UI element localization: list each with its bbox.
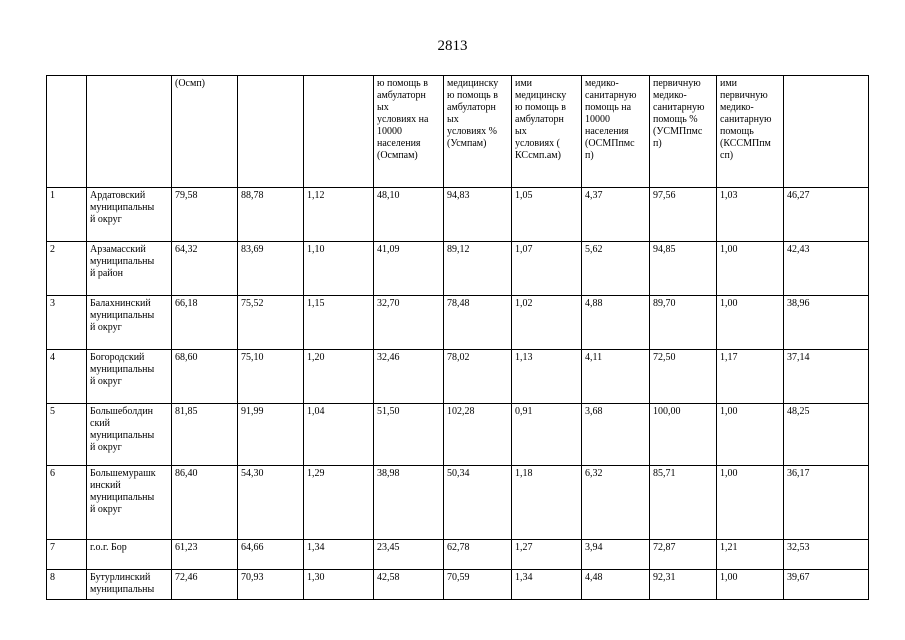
table-cell-0: 6 xyxy=(47,466,87,540)
table-cell-7: 1,05 xyxy=(512,188,582,242)
table-cell-2: 81,85 xyxy=(172,404,238,466)
table-cell-9: 72,50 xyxy=(650,350,717,404)
table-cell-2: 72,46 xyxy=(172,570,238,600)
header-cell-5: ю помощь в амбулаторн ых условиях на 10000 населения (Осмпам) xyxy=(374,76,444,188)
header-cell-6: медицинску ю помощь в амбулаторн ых условиях % (Усмпам) xyxy=(444,76,512,188)
table-cell-6: 70,59 xyxy=(444,570,512,600)
page-number: 2813 xyxy=(437,38,468,54)
table-cell-10: 1,00 xyxy=(717,466,784,540)
table-cell-2: 64,32 xyxy=(172,242,238,296)
table-cell-6: 102,28 xyxy=(444,404,512,466)
table-cell-10: 1,21 xyxy=(717,540,784,570)
table-cell-8: 6,32 xyxy=(582,466,650,540)
header-cell-4 xyxy=(304,76,374,188)
table-cell-2: 61,23 xyxy=(172,540,238,570)
table-cell-8: 4,11 xyxy=(582,350,650,404)
table-row xyxy=(47,296,869,350)
table-cell-11: 37,14 xyxy=(784,350,869,404)
table-cell-0: 4 xyxy=(47,350,87,404)
table-cell-3: 88,78 xyxy=(238,188,304,242)
table-cell-3: 75,10 xyxy=(238,350,304,404)
header-cell-9: первичную медико- санитарную помощь % (УСМПпмс п) xyxy=(650,76,717,188)
table-cell-4: 1,30 xyxy=(304,570,374,600)
table-cell-1: Бутурлинский муниципальны xyxy=(87,570,172,600)
table-cell-10: 1,00 xyxy=(717,242,784,296)
table-cell-1: Богородский муниципальны й округ xyxy=(87,350,172,404)
table-cell-8: 4,37 xyxy=(582,188,650,242)
table-cell-9: 97,56 xyxy=(650,188,717,242)
table-cell-7: 0,91 xyxy=(512,404,582,466)
table-cell-9: 94,85 xyxy=(650,242,717,296)
table-cell-1: Большеболдин ский муниципальны й округ xyxy=(87,404,172,466)
table-cell-9: 72,87 xyxy=(650,540,717,570)
table-cell-9: 100,00 xyxy=(650,404,717,466)
table-cell-3: 83,69 xyxy=(238,242,304,296)
header-cell-7: ими медицинску ю помощь в амбулаторн ых условиях ( КСсмп.ам) xyxy=(512,76,582,188)
table-cell-5: 23,45 xyxy=(374,540,444,570)
table-cell-2: 68,60 xyxy=(172,350,238,404)
table-cell-9: 92,31 xyxy=(650,570,717,600)
table-cell-10: 1,00 xyxy=(717,296,784,350)
table-cell-11: 39,67 xyxy=(784,570,869,600)
table-cell-1: Ардатовский муниципальны й округ xyxy=(87,188,172,242)
table-cell-4: 1,15 xyxy=(304,296,374,350)
table-cell-4: 1,34 xyxy=(304,540,374,570)
table-cell-9: 85,71 xyxy=(650,466,717,540)
table-cell-7: 1,02 xyxy=(512,296,582,350)
table-cell-7: 1,18 xyxy=(512,466,582,540)
table-row xyxy=(47,570,869,600)
header-cell-2: (Осмп) xyxy=(172,76,238,188)
header-cell-8: медико- санитарную помощь на 10000 населения (ОСМПпмс п) xyxy=(582,76,650,188)
table-cell-0: 1 xyxy=(47,188,87,242)
table-cell-6: 94,83 xyxy=(444,188,512,242)
table-cell-8: 5,62 xyxy=(582,242,650,296)
table-cell-5: 32,46 xyxy=(374,350,444,404)
table-cell-8: 3,68 xyxy=(582,404,650,466)
header-row xyxy=(47,76,869,188)
table-cell-4: 1,04 xyxy=(304,404,374,466)
table-cell-8: 4,48 xyxy=(582,570,650,600)
table-cell-11: 42,43 xyxy=(784,242,869,296)
table-cell-7: 1,27 xyxy=(512,540,582,570)
table-cell-5: 51,50 xyxy=(374,404,444,466)
table-cell-3: 54,30 xyxy=(238,466,304,540)
table-cell-6: 62,78 xyxy=(444,540,512,570)
table-cell-8: 3,94 xyxy=(582,540,650,570)
table-cell-1: г.о.г. Бор xyxy=(87,540,172,570)
table-cell-5: 42,58 xyxy=(374,570,444,600)
table-cell-8: 4,88 xyxy=(582,296,650,350)
table-cell-7: 1,34 xyxy=(512,570,582,600)
table-cell-4: 1,12 xyxy=(304,188,374,242)
header-cell-10: ими первичную медико- санитарную помощь (КССМПпм сп) xyxy=(717,76,784,188)
table-cell-10: 1,00 xyxy=(717,570,784,600)
table-cell-0: 8 xyxy=(47,570,87,600)
table-cell-3: 64,66 xyxy=(238,540,304,570)
table-cell-0: 7 xyxy=(47,540,87,570)
header-cell-1 xyxy=(87,76,172,188)
table-cell-1: Большемурашк инский муниципальны й округ xyxy=(87,466,172,540)
table-cell-7: 1,07 xyxy=(512,242,582,296)
municipality-indicators-table xyxy=(46,75,869,600)
table-row xyxy=(47,404,869,466)
table-cell-6: 78,02 xyxy=(444,350,512,404)
table-body xyxy=(47,76,869,600)
table-cell-3: 75,52 xyxy=(238,296,304,350)
table-cell-2: 86,40 xyxy=(172,466,238,540)
table-cell-1: Балахнинский муниципальны й округ xyxy=(87,296,172,350)
table-row xyxy=(47,466,869,540)
table-cell-1: Арзамасский муниципальны й район xyxy=(87,242,172,296)
table-row xyxy=(47,350,869,404)
table-cell-0: 2 xyxy=(47,242,87,296)
table-cell-9: 89,70 xyxy=(650,296,717,350)
table-cell-11: 38,96 xyxy=(784,296,869,350)
table-cell-10: 1,00 xyxy=(717,404,784,466)
table-cell-0: 3 xyxy=(47,296,87,350)
table-cell-5: 38,98 xyxy=(374,466,444,540)
table-cell-2: 79,58 xyxy=(172,188,238,242)
table-row xyxy=(47,540,869,570)
header-cell-11 xyxy=(784,76,869,188)
table-cell-2: 66,18 xyxy=(172,296,238,350)
table-cell-3: 70,93 xyxy=(238,570,304,600)
table-row xyxy=(47,242,869,296)
header-cell-3 xyxy=(238,76,304,188)
table-cell-4: 1,10 xyxy=(304,242,374,296)
table-row xyxy=(47,188,869,242)
table-cell-5: 32,70 xyxy=(374,296,444,350)
table-cell-11: 32,53 xyxy=(784,540,869,570)
table-cell-5: 48,10 xyxy=(374,188,444,242)
table-cell-6: 78,48 xyxy=(444,296,512,350)
table-cell-11: 46,27 xyxy=(784,188,869,242)
table-cell-4: 1,29 xyxy=(304,466,374,540)
table-cell-10: 1,03 xyxy=(717,188,784,242)
table-cell-0: 5 xyxy=(47,404,87,466)
header-cell-0 xyxy=(47,76,87,188)
table-cell-3: 91,99 xyxy=(238,404,304,466)
table-cell-4: 1,20 xyxy=(304,350,374,404)
table-cell-7: 1,13 xyxy=(512,350,582,404)
table-cell-6: 89,12 xyxy=(444,242,512,296)
table-cell-6: 50,34 xyxy=(444,466,512,540)
table-cell-5: 41,09 xyxy=(374,242,444,296)
table-cell-11: 36,17 xyxy=(784,466,869,540)
table-cell-11: 48,25 xyxy=(784,404,869,466)
table-cell-10: 1,17 xyxy=(717,350,784,404)
